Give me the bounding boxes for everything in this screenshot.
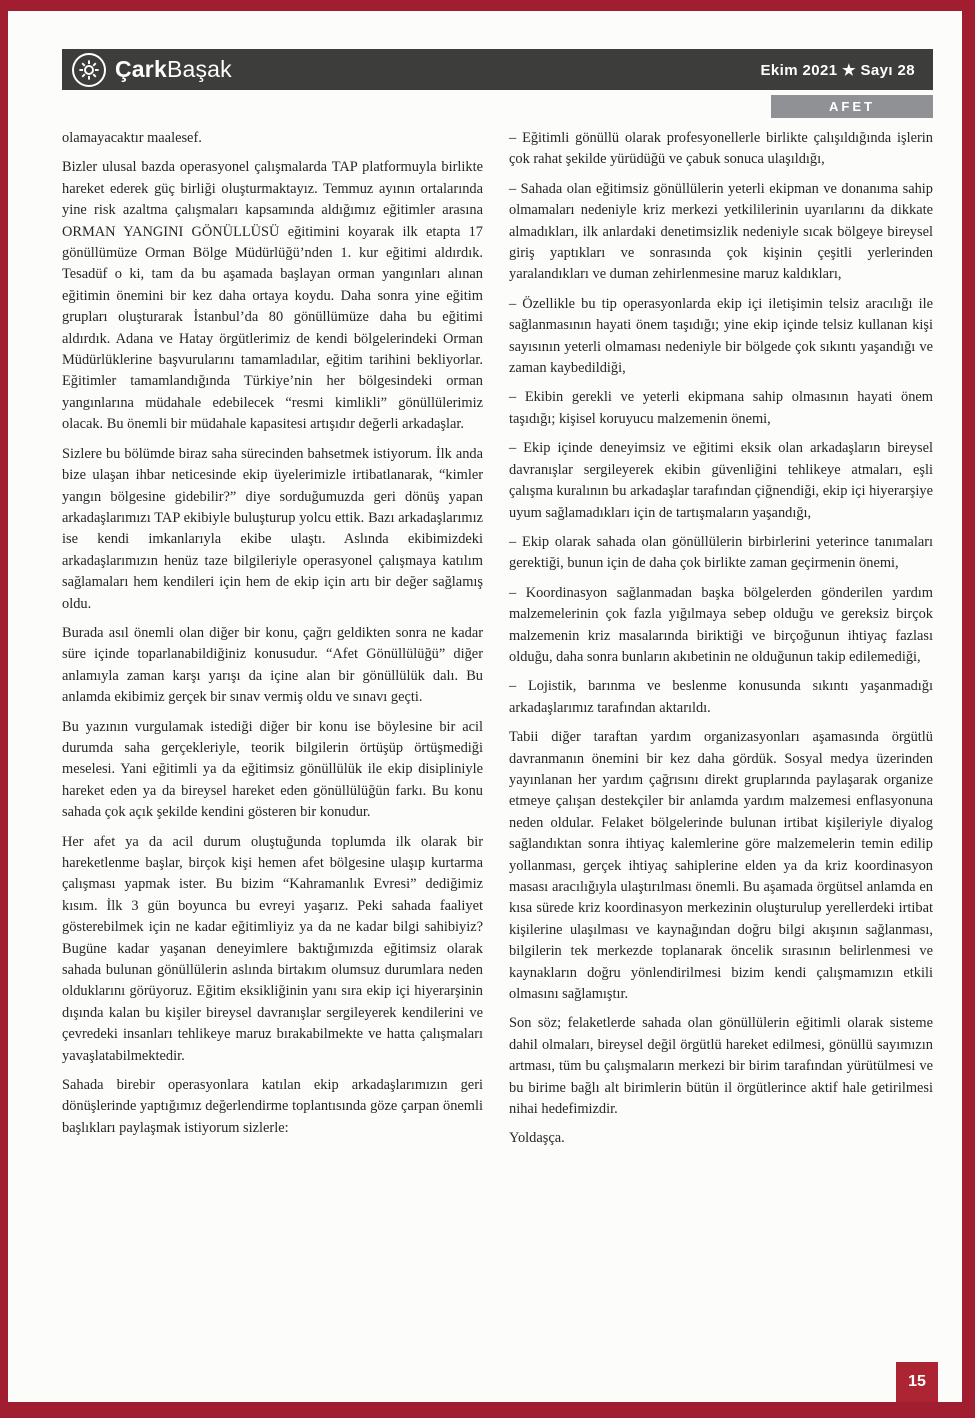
paragraph: Yoldaşça. [509,1130,565,1147]
paragraph: – Eğitimli gönüllü olarak profesyonellerle birlikte çalışıldığında işlerin çok rahat şekilde yürüdüğü ve çabuk sonuca ulaşıldığı, [509,130,933,168]
page-content [8,11,962,1158]
section-badge: AFET [771,95,933,118]
page-sheet [8,11,962,1402]
left-column [62,128,483,1158]
paragraph: Tabii diğer taraftan yardım organizasyonları aşamasında örgütlü davranmanın önemini bir kez daha gördük. Sosyal medya üzerinden yayınlanan her yardım çağrısını direkt gruplarında paylaşarak organize etmeye çalışan destekçiler bir anlamda yardım malzemesi enflasyonuna neden oldular. Felaket bölgelerinde bulunan irtibat kişileriyle diyalog sağlandıktan sonra ihtiyaç kalemlerine göre malzemelerin temin edilip yollanması, gerçek ihtiyaç sahiplerine elden ya da kriz koordinasyon masası aracılığıyla ulaştırılması önemli. Bu aşamada örgütsel anlamda en kısa sürede kriz koordinasyon merkezinin oluşturulup yerellerdeki irtibat kişilerine ulaşılması ve kaynağından doğru bilgi akışının sağlanması, bilgilerin tek merkezde toplanarak öncelik sırasının belirlenmesi ve kaynakların doğru yönlendirilmesi bizim kendi çalışmamızın etkili olmasını sağlamıştır. [509,729,933,1003]
paragraph: olamayacaktır maalesef. [62,130,202,146]
section-badge-row [62,95,933,118]
magazine-title [115,56,232,83]
paragraph: Burada asıl önemli olan diğer bir konu, çağrı geldikten sonra ne kadar süre içinde toparlanabildiğiniz konusudur. “Afet Gönüllülüğü” diğer anlamıyla zaman karşı yarışı da içine alan bir gönüllülük dalı. Bu anlamda ekibimiz gerçek bir sınav vermiş oldu ve sınavı geçti. [62,624,483,706]
article-columns [62,128,933,1158]
paragraph: – Lojistik, barınma ve beslenme konusunda sıkıntı yaşanmadığı arkadaşlarımız tarafından aktarıldı. [509,678,933,716]
paragraph: Sizlere bu bölümde biraz saha sürecinden bahsetmek istiyorum. İlk anda bize ulaşan ihbar neticesinde ekip üyelerimizle irtibatlanarak, “kimler yangın bölgesine gidebilir?” diye sorduğumuzda geri dönüş yapan arkadaşlarımızı TAP ekibiyle buluşturup yolcu ettik. Bazı arkadaşlarımız ise kendi imkanlarıyla ekibe ulaştı. Aslında ekibimizdeki arkadaşlarımızın henüz taze bilgileriyle operasyonel çalışmaya katılım sağlamaları hem kendileri için hem de ekip için artı bir değer sağlamış oldu. [62,445,483,612]
magazine-title-light: Başak [166,56,232,82]
paragraph: Bizler ulusal bazda operasyonel çalışmalarda TAP platformuyla birlikte hareket ederek güç birliği oluşturmaktayız. Temmuz ayının ortalarında yine risk azaltma çalışmaları kapsamında aldığımız eğitimler arasına ORMAN YANGINI GÖNÜLLÜSÜ eğitimini koyarak ilk etapta 17 gönüllümüze Orman Bölge Müdürlüğü’nden 1. kur eğitimi aldırdık. Tesadüf o ki, tam da bu aşamada başlayan orman yangınları alınan eğitimin önemini bir kez daha ortaya koydu. Daha sonra yine eğitim grupları oluşturarak İstanbul’da 80 gönüllümüze daha bu eğitimi aldırdık. Adana ve Hatay örgütlerimiz de kendi bölgelerindeki Orman Müdürlüklerine başvurularını tamamladılar, eğitim tarihini bekliyorlar. Eğitimler tamamlandığında Türkiye’nin her bölgesindeki orman yangınlarına müdahale edebilecek “resmi kimlikli” gönüllülerimiz olacak. Bu önemli bir müdahale kapasitesi artışıdır değerli arkadaşlar. [62,159,483,433]
paragraph: Son söz; felaketlerde sahada olan gönüllülerin eğitimli olarak sisteme dahil olmaları, bireysel değil örgütlü hareket edilmesi, gönüllü sayımızın artması, tüm bu çalışmaların merkezi bir birim tarafından yürütülmesi ve bu birime bağlı alt birimlerin bütün il örgütlerince aktif hale getirilmesi nihai hedefimizdir. [509,1015,933,1118]
magazine-brand [72,53,232,87]
page-number-badge: 15 [896,1362,938,1402]
paragraph: – Sahada olan eğitimsiz gönüllülerin yeterli ekipman ve donanıma sahip olmamaları nedeniyle kriz merkezi yetkililerinin uyarılarını da dikkate almadıkları, ilk anlardaki denetimsizlik nedeniyle sıcak bölgeye bireysel giriş yaptıkları ve sonrasında çok kişinin çeşitli yerlerinden yaralandıkları ve duman zehirlenmesine maruz kaldıkları, [509,180,933,283]
paragraph: – Koordinasyon sağlanmadan başka bölgelerden gönderilen yardım malzemelerinin çok fazla yığılmaya sebep olduğu ve gereksiz birçok malzemenin kriz masalarında biriktiği ve birçoğunun ihtiyaç fazlası olduğu, daha sonra bunların akıbetinin ne olduğunun takip edilemediği, [509,584,933,665]
paragraph: – Ekip içinde deneyimsiz ve eğitimi eksik olan arkadaşların bireysel davranışlar sergileyerek ekibin güvenliğini tehlikeye atmaları, eşli çalışma kuralının bu arkadaşlar tarafından çiğnendiği, ekip içi hiyerarşiye uyum sağlamadıkları için de tartışmaların yaşandığı, [509,440,933,521]
gear-wheat-emblem-icon [72,53,106,87]
masthead-bar [62,49,933,90]
magazine-title-bold: Çark [115,56,167,82]
paragraph: – Özellikle bu tip operasyonlarda ekip içi iletişimin telsiz aracılığı ile sağlanmasının hayati önem taşıdığı; yine ekip içinde telsiz kullanan kişi sayısının yeterli olmaması nedeniyle bir bölgede çok sıkıntı yaşandığı ve zaman kaybedildiği, [509,295,933,377]
paragraph: Her afet ya da acil durum oluştuğunda toplumda ilk olarak bir hareketlenme başlar, birçok kişi hemen afet bölgesine ulaşıp kurtarma çalışması yapmak ister. Bu bizim “Kahramanlık Evresi” dediğimiz kısım. İlk 3 gün boyunca bu evreyi yaşarız. Peki sahada faaliyet gösterebilmek için ne kadar eğitimliyiz ya da ne kadar bilgi sahibiyiz? Bugüne kadar yaşanan deneyimlere baktığımızda eğitimsiz olarak sahada bulunan gönüllülerin aslında birtakım olumsuz durumlara neden olduklarını görüyoruz. Eğitim eksikliğinin yanı sıra ekip içi hiyerarşinin dışında kalan bu kişiler bireysel davranışlar sergileyerek kendilerini ve çevredeki insanları tehlikeye maruz bırakabilmekte ve hatta çalışmaları yavaşlatabilmektedir. [62,833,483,1064]
paragraph: Bu yazının vurgulamak istediği diğer bir konu ise böylesine bir acil durumda saha gerçekleriyle, teorik bilgilerin örtüşüp örtüşmediği meselesi. Yani eğitimli ya da eğitimsiz gönüllülük ile ekip disipliniyle hareket eden ya da bireysel hareket eden gönüllülüğün farkı. Bu konu sahada çok açık şekilde kendini gösteren bir konudur. [62,718,483,821]
paragraph: – Ekibin gerekli ve yeterli ekipmana sahip olmasının hayati önem taşıdığı; kişisel koruyucu malzemenin önemi, [509,389,933,427]
right-column [509,128,933,1158]
issue-info: Ekim 2021 ★ Sayı 28 [760,61,915,79]
paragraph: – Ekip olarak sahada olan gönüllülerin birbirlerini yeterince tanımaları gerektiği, bunun için de daha çok birlikte zaman geçirmenin önemi, [509,533,933,572]
paragraph: Sahada birebir operasyonlara katılan ekip arkadaşlarımızın geri dönüşlerinde yaptığımız değerlendirme toplantısında göze çarpan önemli başlıkları paylaşmak istiyorum sizlerle: [62,1077,483,1136]
